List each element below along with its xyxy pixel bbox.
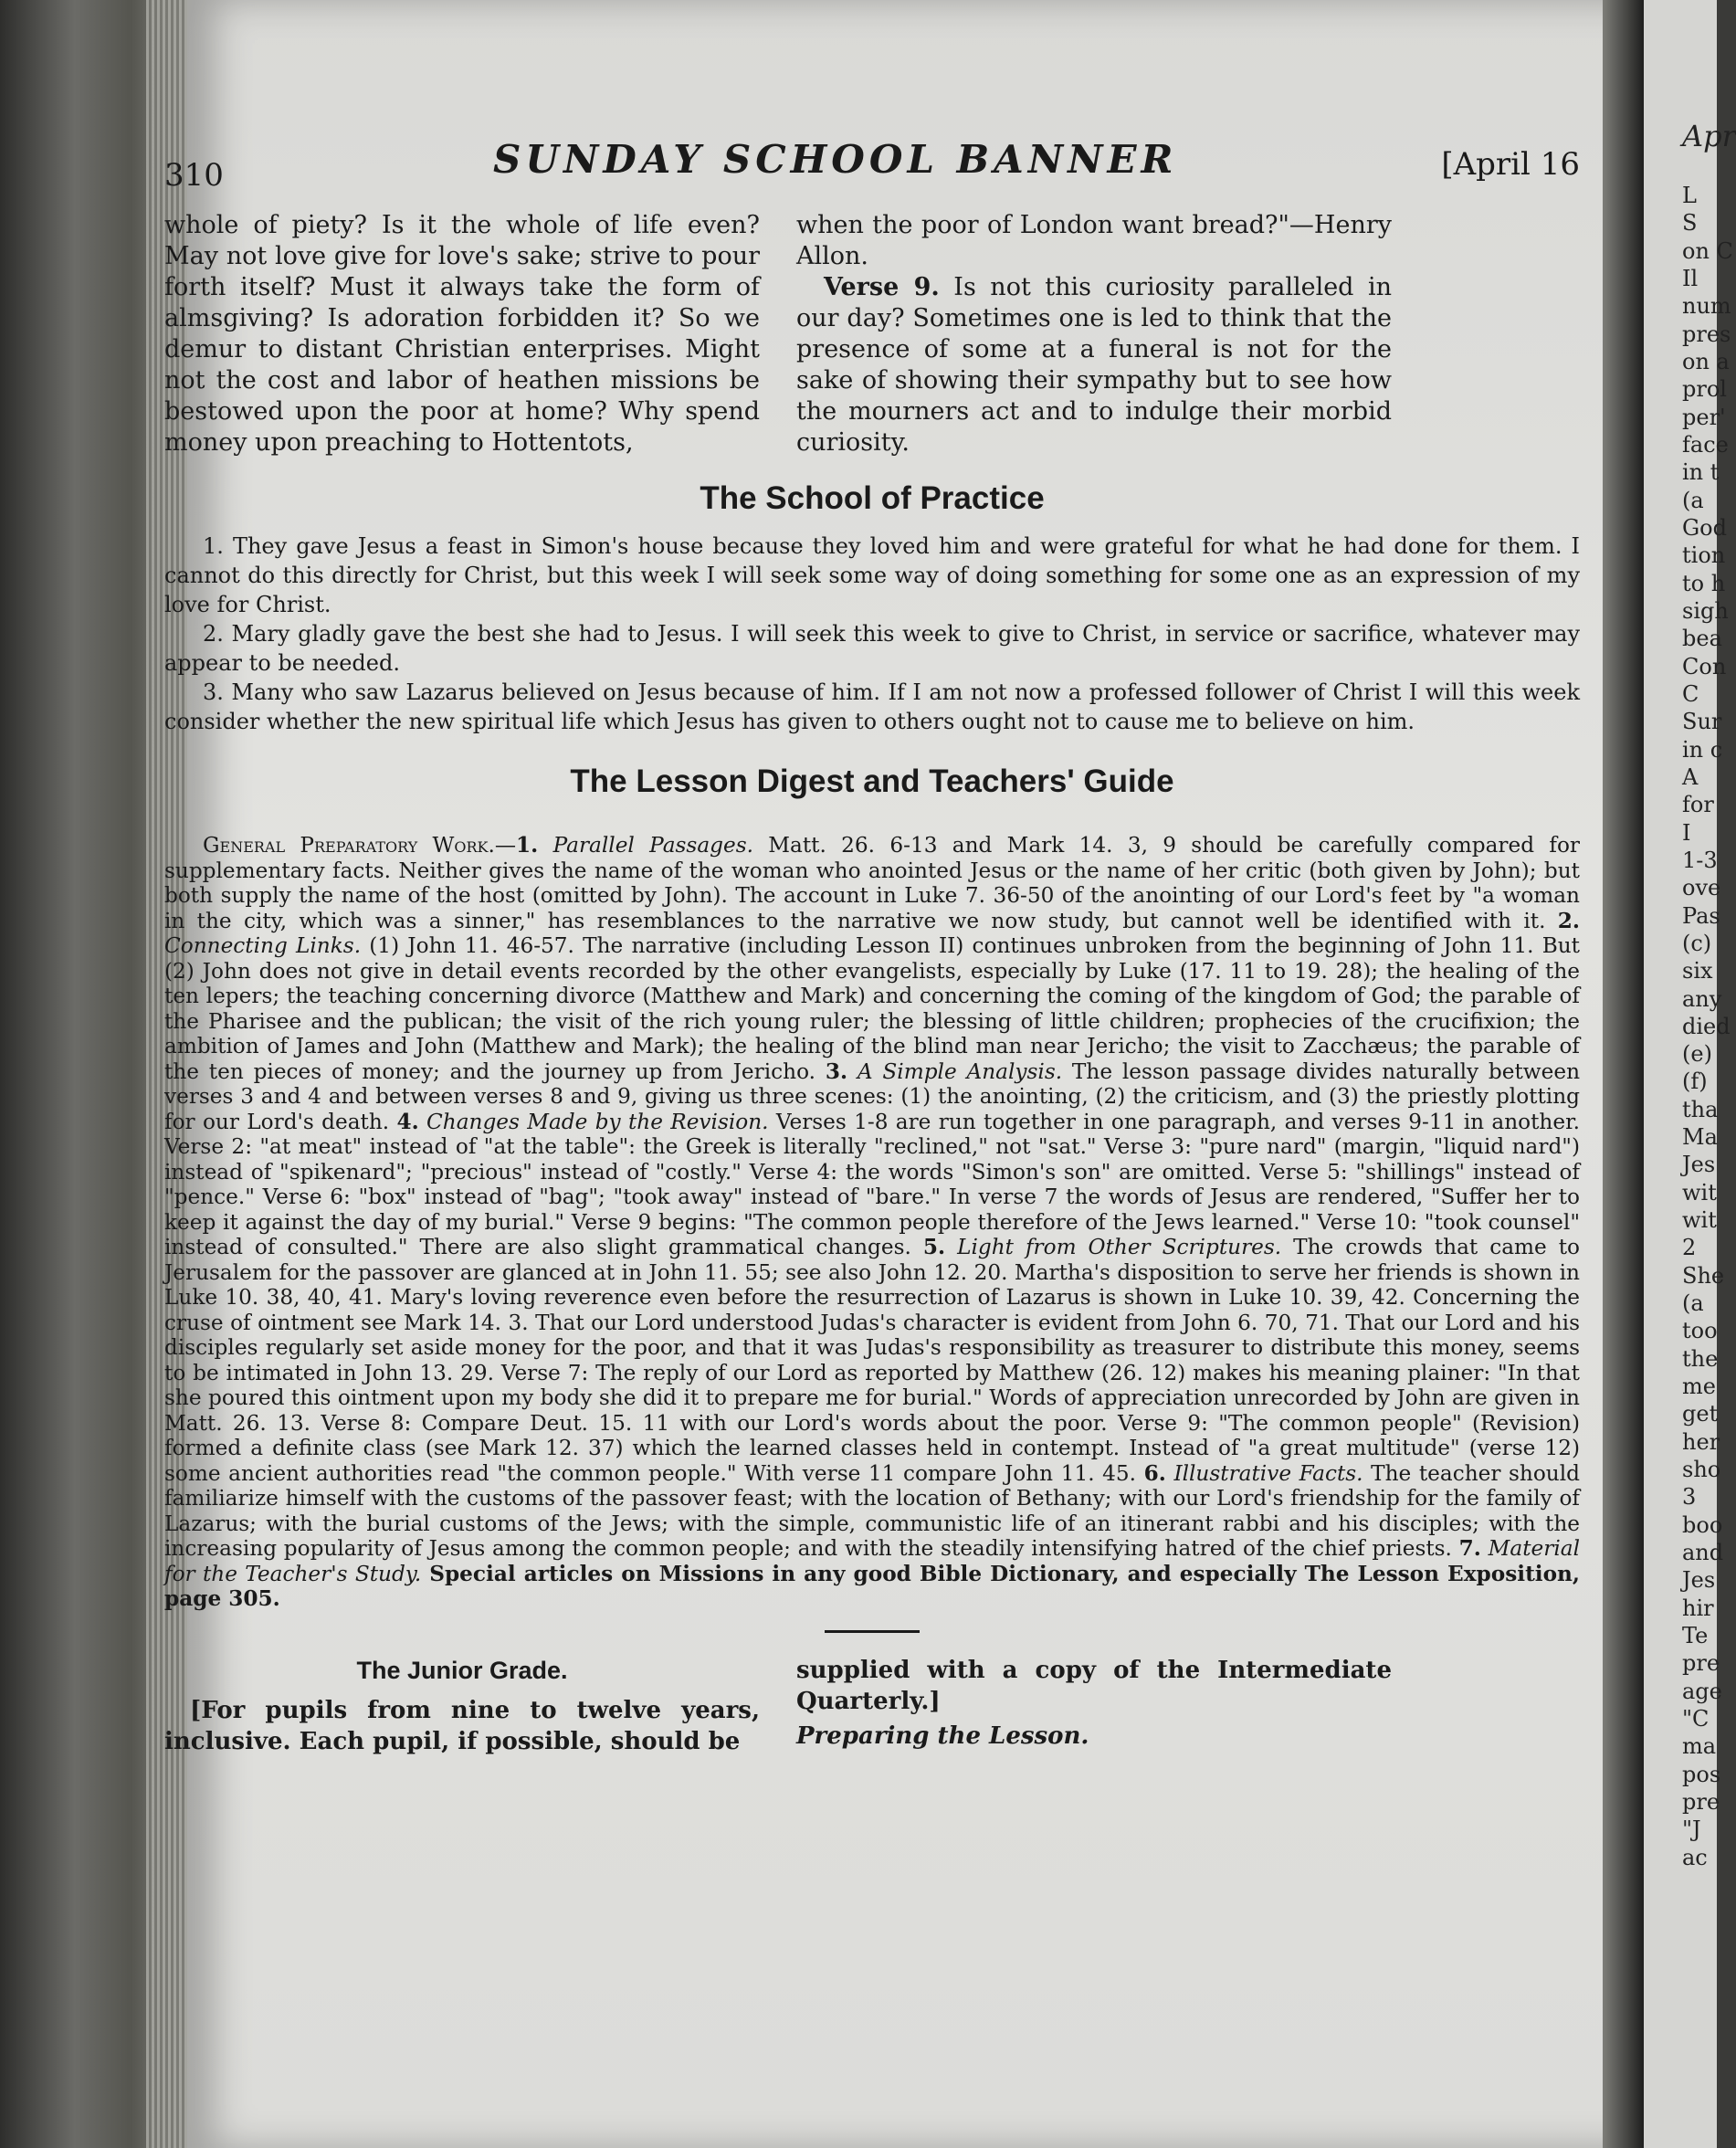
right-column: [796, 210, 1392, 458]
point-number: 3.: [825, 1058, 848, 1084]
facing-page-fragment: Pas: [1682, 902, 1720, 929]
facing-page-fragment: sigh: [1682, 597, 1729, 624]
facing-page-fragment: She: [1682, 1262, 1725, 1289]
junior-left-column: [164, 1655, 760, 1757]
facing-page-fragment: me: [1682, 1374, 1716, 1400]
facing-page-fragment: in c: [1682, 736, 1723, 763]
facing-page-fragment: her: [1682, 1428, 1720, 1455]
section-divider: [825, 1630, 920, 1633]
digest-lead: General Preparatory Work.—: [203, 833, 517, 858]
junior-intro-continued: supplied with a copy of the Intermediate Quarterly.]: [796, 1656, 1392, 1715]
facing-page-fragment: Te: [1682, 1623, 1709, 1649]
facing-page-fragment: (f): [1682, 1069, 1708, 1095]
facing-page-fragment: tion: [1682, 542, 1726, 569]
facing-page-header: Apr: [1682, 119, 1736, 153]
point-title: Connecting Links.: [164, 933, 362, 958]
practice-section: [164, 532, 1580, 736]
preparing-heading: Preparing the Lesson.: [796, 1722, 1089, 1750]
point-title: Changes Made by the Revision.: [426, 1109, 769, 1134]
junior-right-column: [796, 1655, 1392, 1757]
facing-page-fragment: I: [1682, 819, 1691, 846]
facing-page-fragment: wit: [1682, 1207, 1717, 1234]
point-text: (1) John 11. 46-57. The narrative (including Lesson II) continues unbroken from the beginning of John 11. But (2) John does not give in detail events recorded by the other evangelists, especially by Luke (17. 11 to 19. 28); the healing of the ten lepers; the teaching concerning divorce (Matthew and Mark) and concerning the coming of the kingdom of God; the parable of the Pharisee and the publican; the visit of the rich young ruler; the blessing of little children; prophecies of the crucifixion; the ambition of James and John (Matthew and Mark); the healing of the blind man near Jericho; the visit to Zacchæus; the parable of the ten pieces of money; and the journey up from Jericho.: [164, 933, 1580, 1084]
facing-page-fragment: prol: [1682, 376, 1727, 403]
quote-continuation: when the poor of London want bread?"—Henry Allon.: [796, 211, 1392, 270]
point-title: A Simple Analysis.: [857, 1058, 1063, 1084]
facing-page-fragment: Sur: [1682, 709, 1722, 735]
practice-item: 2. Mary gladly gave the best she had to Jesus. I will seek this week to give to Christ, in service or sacrifice, whatever may appear to be needed.: [164, 621, 1580, 676]
practice-item: 3. Many who saw Lazarus believed on Jesus because of him. If I am not now a professed follower of Christ I will this week consider whether the new spiritual life which Jesus has given to others ought not to cause me to believe on him.: [164, 679, 1580, 734]
facing-page-fragment: 2: [1682, 1235, 1697, 1261]
facing-page-fragment: S: [1682, 210, 1698, 237]
facing-page-fragment: Ma: [1682, 1124, 1718, 1151]
practice-item: 1. They gave Jesus a feast in Simon's house because they loved him and were grateful for what he had done for them. I cannot do this directly for Christ, but this week I will seek some way of doing something for some one as an expression of my love for Christ.: [164, 533, 1580, 617]
point-title: Illustrative Facts.: [1173, 1460, 1363, 1486]
facing-page-fragment: Jes: [1682, 1567, 1716, 1594]
left-column: [164, 210, 760, 458]
point-text: The lesson passage divides naturally between verses 3 and 4 and between verses 8 and 9, giving us three scenes: (1) the anointing, (2) the criticism, and (3) the priestly plotting for our Lord's death.: [164, 1058, 1581, 1134]
page-number: 310: [164, 157, 224, 194]
point-text: Special articles on Missions in any good Bible Dictionary, and especially The Lesson Exposition, page 305.: [164, 1561, 1580, 1611]
point-text: Matt. 26. 6-13 and Mark 14. 3, 9 should be carefully compared for supplementary facts. Neither gives the name of the woman who anointed Jesus or the name of her critic (both given by John); but both supply the name of the host (omitted by John). The account in Luke 7. 36-50 of the anointing of our Lord's feet by "a woman in the city, which was a sinner," has resemblances to the narrative we now study, but cannot well be identified with it.: [164, 833, 1581, 933]
facing-page-fragment: (a: [1682, 487, 1704, 513]
issue-date: [April 16: [1441, 146, 1580, 183]
facing-page-fragment: God: [1682, 514, 1727, 541]
facing-page-fragment: "C: [1682, 1706, 1710, 1732]
facing-page-fragment: tha: [1682, 1096, 1719, 1122]
point-text: Verses 1-8 are run together in one paragraph, and verses 9-11 in another. Verse 2: "at meat" instead of "at the table": the Greek is literally "reclined," not "sat." Verse 3: "pure nard" (margin, "liquid nard") instead of "spikenard"; "precious" instead of "costly." Verse 4: the words "Simon's son" are omitted. Verse 5: "shillings" instead of "pence." Verse 6: "box" instead of "bag"; "took away" instead of "bare." In verse 7 the words of Jesus are rendered, "Suffer her to keep it against the day of my burial." Verse 9 begins: "The common people therefore of the Jews learned." Verse 10: "took counsel" instead of consulted." There are also slight grammatical changes.: [164, 1109, 1580, 1259]
point-number: 2.: [1557, 908, 1580, 933]
facing-page-fragment: pres: [1682, 321, 1731, 347]
practice-heading: The School of Practice: [700, 480, 1045, 516]
point-number: 7.: [1458, 1536, 1481, 1561]
facing-page-fragment: any: [1682, 985, 1722, 1012]
facing-page-fragment: L: [1682, 183, 1697, 208]
facing-page-fragment: the: [1682, 1345, 1719, 1372]
digest-section: [164, 833, 1580, 1612]
facing-page-fragment: 3: [1682, 1484, 1697, 1511]
point-number: 6.: [1143, 1460, 1166, 1486]
facing-page-fragment: sho: [1682, 1457, 1721, 1483]
facing-page-fragment: and: [1682, 1540, 1724, 1566]
facing-page-fragment: in t: [1682, 459, 1720, 486]
digest-paragraph: [164, 833, 1580, 1612]
facing-page-fragment: Jes: [1682, 1152, 1716, 1178]
point-text: The teacher should familiarize himself with the customs of the passover feast; with the location of Bethany; with our Lord's friendship for the family of Lazarus; with the burial customs of the Jews; with the simple, communistic life of an itinerant rabbi and his disciples; with the increasing popularity of Jesus among the common people; and with the steadily intensifying hatred of the chief priests.: [164, 1460, 1581, 1561]
facing-page-fragment: ac: [1682, 1844, 1708, 1870]
point-number: 4.: [396, 1109, 419, 1134]
point-title: Light from Other Scriptures.: [957, 1235, 1282, 1259]
facing-page-fragment: too: [1682, 1318, 1718, 1344]
facing-page-fragment: six: [1682, 958, 1713, 984]
facing-page-fragment: pre: [1682, 1650, 1720, 1677]
facing-page-fragment: on C: [1682, 237, 1733, 264]
junior-heading: The Junior Grade.: [356, 1656, 568, 1684]
facing-page-fragment: C: [1682, 680, 1699, 707]
facing-page-fragment: get: [1682, 1401, 1719, 1427]
point-text: The crowds that came to Jerusalem for the passover are glanced at in John 11. 55; see also John 12. 20. Martha's disposition to serve her friends is shown in Luke 10. 38, 40, 41. Mary's loving reverence even before the resurrection of Lazarus is shown in Luke 10. 39, 42. Concerning the cruse of ointment see Mark 14. 3. That our Lord understood Judas's character is evident from John 6. 70, 71. That our Lord and his disciples regularly set aside money for the poor, and that it was Judas's responsibility as treasurer to distribute this money, seems to be intimated in John 13. 29. Verse 7: The reply of our Lord as reported by Matthew (26. 12) makes his meaning plainer: "In that she poured this ointment upon my body she did it to prepare me for burial." Words of appreciation unrecorded by John are given in Matt. 26. 13. Verse 8: Compare Deut. 15. 11 with our Lord's words about the poor. Verse 9: "The common people" (Revision) formed a definite class (see Mark 12. 37) which the learned classes held in contempt. Instead of "a great multitude" (verse 12) some ancient authorities read "the common people." With verse 11 compare John 11. 45.: [164, 1235, 1580, 1486]
running-header: [164, 137, 1580, 201]
point-number: 5.: [922, 1235, 946, 1259]
left-column-text: whole of piety? Is it the whole of life even? May not love give for love's sake; strive to pour forth itself? Must it always take the form of almsgiving? Is adoration forbidden it? So we demur to distant Christian enterprises. Might not the cost and labor of heathen missions be bestowed upon the poor at home? Why spend money upon preaching to Hottentots,: [164, 211, 760, 457]
facing-page-fragment: pos: [1682, 1761, 1721, 1787]
facing-page-fragment: face: [1682, 431, 1729, 458]
facing-page-fragment: hir: [1682, 1595, 1714, 1621]
facing-page-fragment: wit: [1682, 1179, 1717, 1206]
facing-page-fragment: ma: [1682, 1733, 1717, 1760]
verse-label: Verse 9.: [824, 273, 940, 301]
facing-page-fragment: Il: [1682, 265, 1699, 291]
facing-page-fragment: (a: [1682, 1290, 1704, 1317]
point-number: 1.: [516, 833, 539, 858]
facing-page-fragment: num: [1682, 293, 1731, 320]
book-gutter: [1603, 0, 1644, 2148]
facing-page-fragment: (e): [1682, 1041, 1712, 1068]
page-content: [164, 137, 1580, 1757]
verse-9-note: [796, 272, 1392, 458]
facing-page-fragment: 1-3: [1682, 847, 1718, 873]
point-title: Material for the Teacher's Study.: [164, 1536, 1580, 1586]
facing-page-fragment: "J: [1682, 1816, 1701, 1843]
running-title: SUNDAY SCHOOL BANNER: [493, 137, 1178, 182]
facing-page-fragment: pre: [1682, 1789, 1720, 1816]
facing-page-fragment: died: [1682, 1013, 1731, 1039]
facing-page-fragment: Con: [1682, 653, 1727, 679]
facing-page-fragment: age: [1682, 1678, 1722, 1704]
facing-page-fragment: bea: [1682, 626, 1722, 652]
digest-heading: The Lesson Digest and Teachers' Guide: [570, 763, 1174, 799]
facing-page-fragment: per': [1682, 404, 1726, 430]
facing-page: [1644, 0, 1736, 2148]
facing-page-fragment: ove: [1682, 875, 1721, 901]
facing-page-fragment: to h: [1682, 570, 1726, 596]
top-columns: [164, 210, 1580, 458]
facing-page-fragment: (c): [1682, 930, 1712, 956]
verse-text: Is not this curiosity paralleled in our day? Sometimes one is led to think that the presence of some at a funeral is not for the sake of showing their sympathy but to see how the mourners act and to indulge their morbid curiosity.: [796, 273, 1392, 457]
point-title: Parallel Passages.: [552, 833, 753, 858]
facing-page-fragment: A: [1682, 763, 1699, 790]
junior-columns: [164, 1655, 1580, 1757]
facing-page-fragment: boo: [1682, 1511, 1723, 1538]
junior-intro: [For pupils from nine to twelve years, inclusive. Each pupil, if possible, should be: [164, 1696, 760, 1755]
facing-page-fragment: for: [1682, 792, 1714, 818]
facing-page-fragment: on a: [1682, 348, 1730, 374]
